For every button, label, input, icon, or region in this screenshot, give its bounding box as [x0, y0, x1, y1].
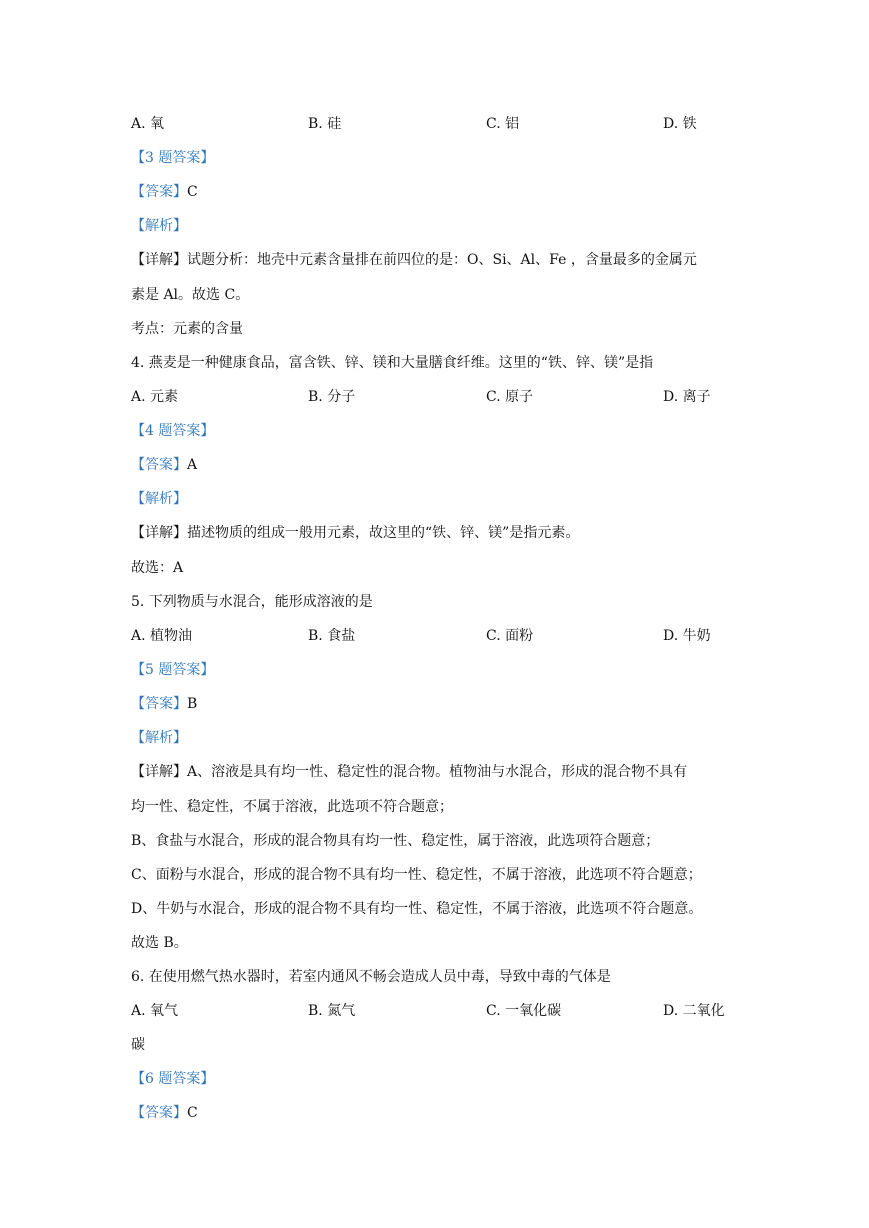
q4-options: [131, 386, 771, 406]
q5-detail-line-5: D、牛奶与水混合，形成的混合物不具有均一性、稳定性，不属于溶液，此选项不符合题意。: [131, 901, 703, 917]
q3-option-a: A. 氧: [131, 116, 165, 132]
q5-detail-line-3: B、食盐与水混合，形成的混合物具有均一性、稳定性，属于溶液，此选项符合题意；: [131, 833, 660, 849]
q5-stem: 5. 下列物质与水混合，能形成溶液的是: [131, 594, 373, 610]
q3-analysis-label: 【解析】: [131, 218, 187, 234]
q5-option-b: B. 食盐: [308, 628, 356, 644]
q4-answer: [131, 454, 197, 474]
q5-option-c: C. 面粉: [486, 628, 534, 644]
detail-text: 描述物质的组成一般用元素，故这里的“铁、锌、镁”是指元素。: [187, 525, 580, 541]
q3-detail-line-2: 素是 Al。故选 C。: [131, 287, 250, 303]
q3-options: [131, 113, 771, 133]
q4-option-a: A. 元素: [131, 389, 179, 405]
q4-stem: 4. 燕麦是一种健康食品，富含铁、锌、镁和大量膳食纤维。这里的“铁、锌、镁”是指: [131, 355, 654, 371]
q6-option-b: B. 氮气: [308, 1003, 356, 1019]
q5-conclusion: 故选 B。: [131, 935, 188, 951]
detail-label: 【详解】: [131, 525, 187, 541]
q4-detail-line-1: [131, 522, 579, 542]
q6-stem: 6. 在使用燃气热水器时，若室内通风不畅会造成人员中毒，导致中毒的气体是: [131, 969, 611, 985]
q5-options: [131, 625, 771, 645]
q6-option-d: D. 二氧化: [663, 1003, 725, 1019]
answer-label: 【答案】: [131, 457, 187, 473]
q5-analysis-label: 【解析】: [131, 730, 187, 746]
q3-kaodian: 考点：元素的含量: [131, 321, 243, 337]
q3-detail-line-1: [131, 249, 697, 269]
q3-option-b: B. 硅: [308, 116, 342, 132]
q6-option-c: C. 一氧化碳: [486, 1003, 562, 1019]
q6-options: [131, 1000, 771, 1020]
q5-answer-tag: 【5 题答案】: [131, 662, 215, 678]
q5-detail-line-4: C、面粉与水混合，形成的混合物不具有均一性、稳定性，不属于溶液，此选项不符合题意；: [131, 867, 702, 883]
q6-answer: [131, 1102, 198, 1122]
q3-option-d: D. 铁: [663, 116, 697, 132]
q4-option-c: C. 原子: [486, 389, 534, 405]
answer-value: C: [187, 1105, 198, 1121]
detail-label: 【详解】: [131, 764, 187, 780]
q4-option-d: D. 离子: [663, 389, 711, 405]
q5-answer: [131, 693, 197, 713]
detail-text: 试题分析：地壳中元素含量排在前四位的是：O、Si、Al、Fe ，含量最多的金属元: [187, 252, 697, 268]
q6-option-a: A. 氧气: [131, 1003, 179, 1019]
q3-answer: [131, 181, 198, 201]
detail-text: A、溶液是具有均一性、稳定性的混合物。植物油与水混合，形成的混合物不具有: [187, 764, 688, 780]
answer-value: A: [187, 457, 198, 473]
answer-value: C: [187, 184, 198, 200]
q5-detail-line-1: [131, 761, 687, 781]
q4-option-b: B. 分子: [308, 389, 356, 405]
q3-answer-tag: 【3 题答案】: [131, 150, 215, 166]
answer-label: 【答案】: [131, 696, 187, 712]
q5-detail-line-2: 均一性、稳定性，不属于溶液，此选项不符合题意；: [131, 799, 453, 815]
q6-answer-tag: 【6 题答案】: [131, 1071, 215, 1087]
q6-option-wrap: 碳: [131, 1037, 145, 1053]
q4-conclusion: 故选：A: [131, 560, 184, 576]
q4-analysis-label: 【解析】: [131, 491, 187, 507]
q4-answer-tag: 【4 题答案】: [131, 423, 215, 439]
answer-label: 【答案】: [131, 1105, 187, 1121]
q5-option-d: D. 牛奶: [663, 628, 711, 644]
q5-option-a: A. 植物油: [131, 628, 193, 644]
q3-option-c: C. 铝: [486, 116, 520, 132]
answer-label: 【答案】: [131, 184, 187, 200]
detail-label: 【详解】: [131, 252, 187, 268]
answer-value: B: [187, 696, 198, 712]
